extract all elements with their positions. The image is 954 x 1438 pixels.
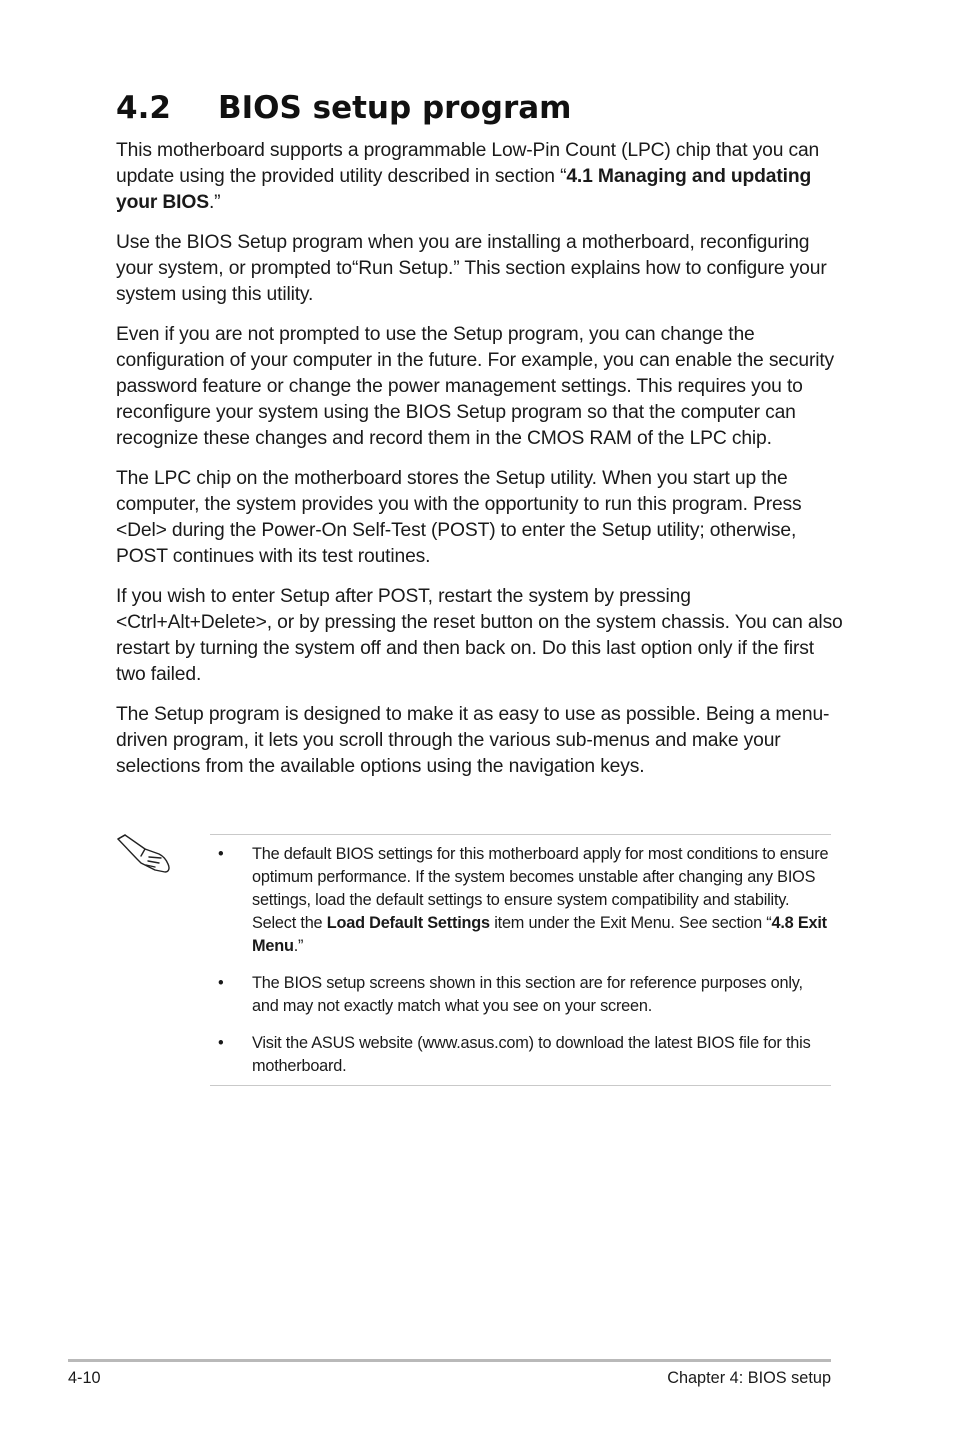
- note-text: item under the Exit Menu. See section “: [489, 914, 772, 932]
- bullet: •: [218, 974, 224, 992]
- paragraph: [116, 138, 846, 216]
- paragraph-text: .”: [208, 192, 221, 213]
- note-item: [210, 843, 831, 958]
- note-text: Visit the ASUS website (www.asus.com) to download the latest BIOS file for this motherboard.: [252, 1034, 811, 1075]
- paragraph: Even if you are not prompted to use the Setup program, you can change the configuration of your computer in the future. For example, you can enable the security password feature or change the power management settings. This requires you to reconfigure your system using the BIOS Setup program so that the computer can recognize these changes and record them in the CMOS RAM of the LPC chip.: [116, 324, 835, 449]
- chapter-title: Chapter 4: BIOS setup: [667, 1369, 831, 1387]
- section-number: 4.2: [116, 90, 171, 126]
- hand-pointing-icon: [115, 832, 173, 879]
- note-text: The default BIOS settings for this motherboard apply for most conditions to ensure optimum performance. If the system becomes unstable after changing any BIOS settings, load the default settings to ensure system compatibility and stability. Select the: [252, 845, 829, 932]
- page-number: 4-10: [68, 1369, 101, 1387]
- note-text: The BIOS setup screens shown in this section are for reference purposes only, and may not exactly match what you see on your screen.: [252, 974, 803, 1015]
- footer-rule: [68, 1359, 831, 1362]
- note-box: [210, 834, 831, 1086]
- note-item: [210, 972, 831, 1018]
- paragraph: The Setup program is designed to make it as easy to use as possible. Being a menu-driven program, it lets you scroll through the various sub-menus and make your selections from the available options using the navigation keys.: [116, 704, 830, 777]
- body-text: [116, 138, 846, 794]
- paragraph-text: This motherboard supports a programmable Low-Pin Count (LPC) chip that you can update using the provided utility described in section “: [116, 140, 820, 187]
- section-heading: [116, 86, 571, 130]
- note-item: [210, 1032, 831, 1078]
- note-text: .”: [293, 937, 304, 955]
- paragraph: Use the BIOS Setup program when you are installing a motherboard, reconfiguring your system, or prompted to“Run Setup.” This section explains how to configure your system using this utility.: [116, 232, 827, 305]
- menu-item-reference: Load Default Settings: [326, 914, 490, 932]
- bullet: •: [218, 1034, 224, 1052]
- bullet: •: [218, 845, 224, 863]
- section-reference: 4.8 Exit Menu: [252, 914, 827, 955]
- paragraph: The LPC chip on the motherboard stores the Setup utility. When you start up the computer, the system provides you with the opportunity to run this program. Press <Del> during the Power-On Self-Test (POST) to enter the Setup utility; otherwise, POST continues with its test routines.: [116, 468, 802, 567]
- paragraph: If you wish to enter Setup after POST, restart the system by pressing <Ctrl+Alt+Delete>, or by pressing the reset button on the system chassis. You can also restart by turning the system off and then back on. Do this last option only if the first two failed.: [116, 586, 843, 685]
- section-reference: 4.1 Managing and updating your BIOS: [116, 166, 812, 213]
- section-title: BIOS setup program: [218, 90, 572, 126]
- note-list: [210, 835, 831, 1078]
